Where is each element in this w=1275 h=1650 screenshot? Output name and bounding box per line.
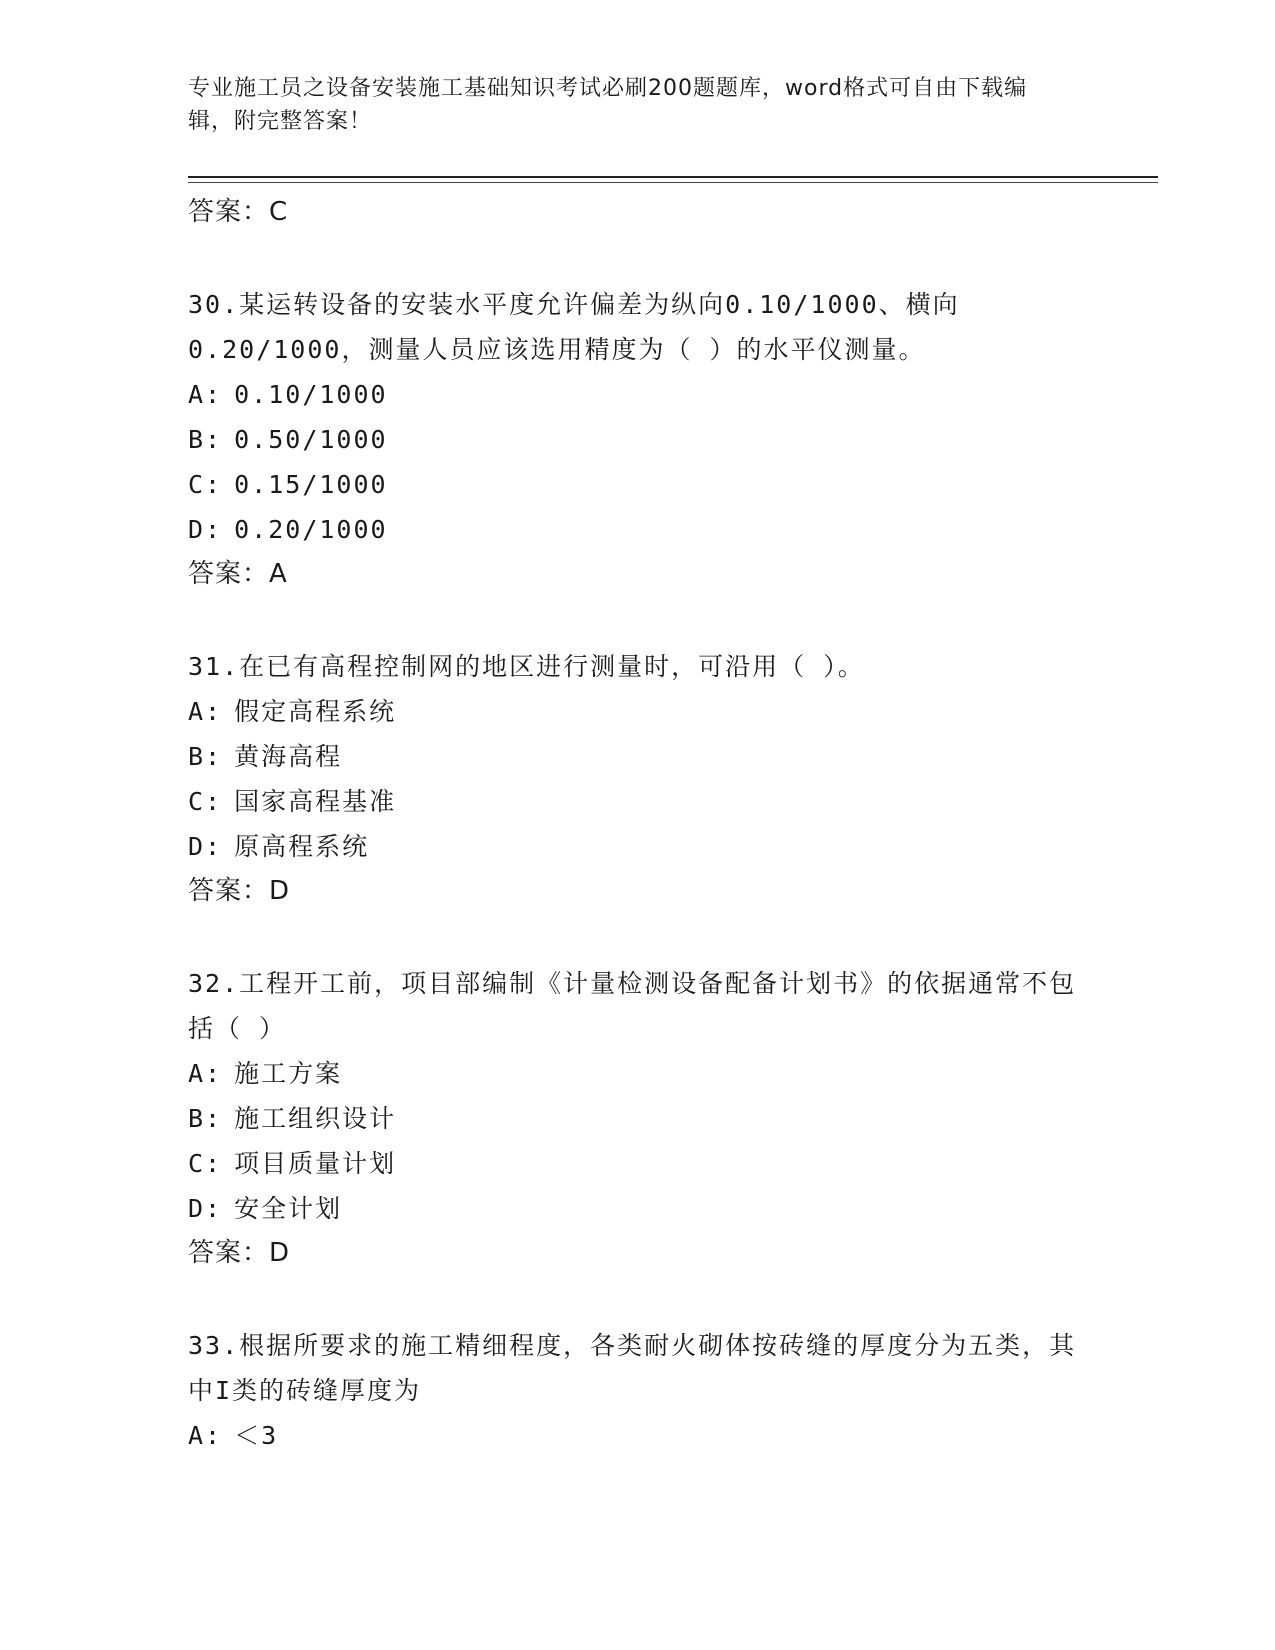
option-letter: D: (188, 1194, 223, 1223)
header-divider-thin (188, 182, 1158, 183)
option-letter: A: (188, 380, 223, 409)
option-letter: C: (188, 470, 223, 499)
option-letter: A: (188, 1421, 223, 1450)
option-b (188, 1096, 1088, 1141)
option-text: 施工方案 (234, 1059, 343, 1088)
option-d (188, 507, 1088, 552)
option-letter: C: (188, 1149, 223, 1178)
option-text: 0.15/1000 (234, 470, 388, 499)
option-a (188, 689, 1088, 734)
option-text: 0.20/1000 (234, 515, 388, 544)
option-text: ＜3 (234, 1421, 279, 1450)
page-header: 专业施工员之设备安装施工基础知识考试必刷200题题库，word格式可自由下载编辑，附完整答案！ (188, 76, 1028, 134)
option-text: 项目质量计划 (234, 1149, 397, 1178)
option-letter: D: (188, 832, 223, 861)
option-letter: B: (188, 1104, 223, 1133)
question-list (188, 190, 1088, 1458)
option-text: 施工组织设计 (234, 1104, 397, 1133)
option-a (188, 1051, 1088, 1096)
header-divider (188, 176, 1158, 178)
option-text: 原高程系统 (234, 832, 370, 861)
question-30 (188, 282, 1088, 596)
option-c (188, 462, 1088, 507)
option-letter: D: (188, 515, 223, 544)
answer-line: 答案：D (188, 876, 291, 906)
option-text: 0.10/1000 (234, 380, 388, 409)
option-d (188, 1186, 1088, 1231)
question-text: 30.某运转设备的安装水平度允许偏差为纵向0.10/1000、横向0.20/1000，测量人员应该选用精度为（ ）的水平仪测量。 (188, 290, 960, 364)
option-text: 安全计划 (234, 1194, 343, 1223)
answer-line: 答案：C (188, 197, 289, 227)
option-a (188, 372, 1088, 417)
question-31 (188, 644, 1088, 913)
answer-line: 答案：A (188, 559, 288, 589)
question-33 (188, 1323, 1088, 1458)
question-text: 31.在已有高程控制网的地区进行测量时，可沿用（ ）。 (188, 652, 865, 681)
option-text: 0.50/1000 (234, 425, 388, 454)
option-a (188, 1413, 1088, 1458)
option-b (188, 734, 1088, 779)
option-c (188, 779, 1088, 824)
question-text: 32.工程开工前，项目部编制《计量检测设备配备计划书》的依据通常不包括（ ） (188, 969, 1077, 1043)
option-letter: A: (188, 1059, 223, 1088)
option-letter: B: (188, 425, 223, 454)
option-c (188, 1141, 1088, 1186)
option-letter: C: (188, 787, 223, 816)
option-letter: A: (188, 697, 223, 726)
answer-line: 答案：D (188, 1238, 291, 1268)
option-text: 国家高程基准 (234, 787, 397, 816)
option-b (188, 417, 1088, 462)
question-32 (188, 961, 1088, 1275)
option-letter: B: (188, 742, 223, 771)
option-d (188, 824, 1088, 869)
question-text: 33.根据所要求的施工精细程度，各类耐火砌体按砖缝的厚度分为五类，其中I类的砖缝厚度为 (188, 1331, 1077, 1405)
option-text: 黄海高程 (234, 742, 343, 771)
option-text: 假定高程系统 (234, 697, 397, 726)
